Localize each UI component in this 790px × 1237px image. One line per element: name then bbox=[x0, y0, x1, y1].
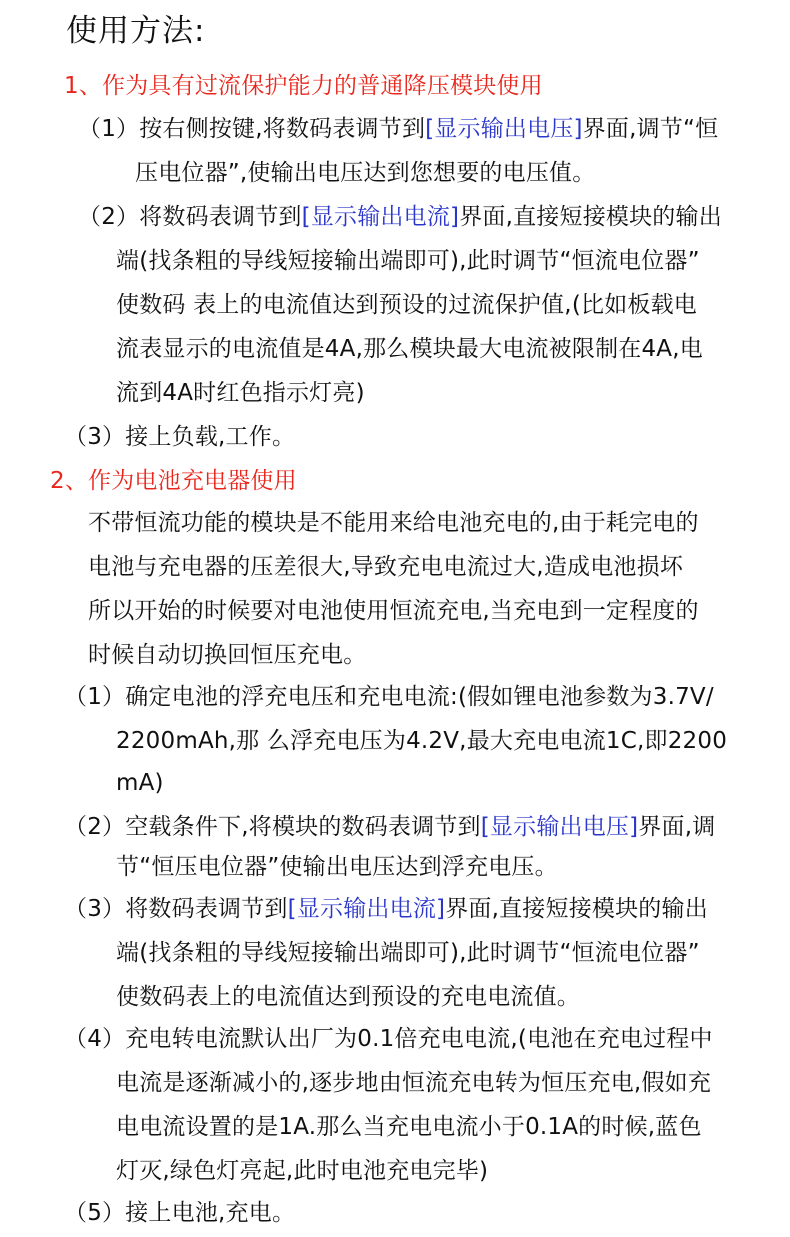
step-line bbox=[78, 114, 718, 144]
output-voltage-display-ref: [显示输出电压] bbox=[425, 116, 583, 142]
intro-line: 时候自动切换回恒压充电。 bbox=[88, 642, 367, 668]
step-text: （2）将数码表调节到 bbox=[78, 204, 302, 230]
step-line: 流表显示的电流值是4A,那么模块最大电流被限制在4A,电 bbox=[116, 336, 703, 362]
step-line: 使数码 表上的电流值达到预设的过流保护值,(比如板载电 bbox=[116, 292, 697, 318]
step-line: 端(找条粗的导线短接输出端即可),此时调节“恒流电位器” bbox=[116, 940, 700, 966]
intro-line: 所以开始的时候要对电池使用恒流充电,当充电到一定程度的 bbox=[88, 598, 699, 624]
step-line: 灯灭,绿色灯亮起,此时电池充电完毕) bbox=[116, 1158, 489, 1184]
step-text: 界面,调节“恒 bbox=[582, 116, 719, 142]
step-line: （1）确定电池的浮充电压和充电电流:(假如锂电池参数为3.7V/ bbox=[64, 684, 714, 710]
section-heading-battery-charger: 2、作为电池充电器使用 bbox=[50, 468, 297, 494]
step-text: （3）将数码表调节到 bbox=[64, 896, 288, 922]
page-title: 使用方法: bbox=[66, 13, 206, 49]
step-text: （2）空载条件下,将模块的数码表调节到 bbox=[64, 814, 481, 840]
intro-line: 不带恒流功能的模块是不能用来给电池充电的,由于耗完电的 bbox=[88, 510, 699, 536]
step-line: （4）充电转电流默认出厂为0.1倍充电电流,(电池在充电过程中 bbox=[64, 1026, 713, 1052]
step-text: 界面,直接短接模块的输出 bbox=[459, 204, 722, 230]
step-line: 电电流设置的是1A.那么当充电电流小于0.1A的时候,蓝色 bbox=[116, 1114, 702, 1140]
step-text: （1）按右侧按键,将数码表调节到 bbox=[78, 116, 426, 142]
step-line bbox=[64, 812, 715, 842]
step-line: （5）接上电池,充电。 bbox=[64, 1200, 296, 1226]
step-line bbox=[64, 894, 708, 924]
output-current-display-ref: [显示输出电流] bbox=[301, 204, 460, 230]
intro-line: 电池与充电器的压差很大,导致充电电流过大,造成电池损坏 bbox=[88, 554, 684, 580]
step-text: 界面,调 bbox=[638, 814, 716, 840]
step-line bbox=[78, 202, 722, 232]
step-line: 2200mAh,那 么浮充电压为4.2V,最大充电电流1C,即2200 bbox=[116, 728, 728, 754]
section-heading-buck-module: 1、作为具有过流保护能力的普通降压模块使用 bbox=[64, 73, 543, 99]
step-line: 电流是逐渐减小的,逐步地由恒流充电转为恒压充电,假如充 bbox=[116, 1070, 712, 1096]
step-line: 流到4A时红色指示灯亮) bbox=[116, 380, 365, 406]
step-line: （3）接上负载,工作。 bbox=[64, 424, 296, 450]
step-line: mA) bbox=[116, 770, 164, 796]
step-text: 界面,直接短接模块的输出 bbox=[445, 896, 708, 922]
step-line: 端(找条粗的导线短接输出端即可),此时调节“恒流电位器” bbox=[116, 248, 700, 274]
step-line: 节“恒压电位器”使输出电压达到浮充电压。 bbox=[116, 854, 558, 880]
step-line: 使数码表上的电流值达到预设的充电电流值。 bbox=[116, 984, 580, 1010]
output-voltage-display-ref: [显示输出电压] bbox=[480, 814, 639, 840]
step-line: 压电位器”,使输出电压达到您想要的电压值。 bbox=[135, 160, 596, 186]
output-current-display-ref: [显示输出电流] bbox=[287, 896, 446, 922]
